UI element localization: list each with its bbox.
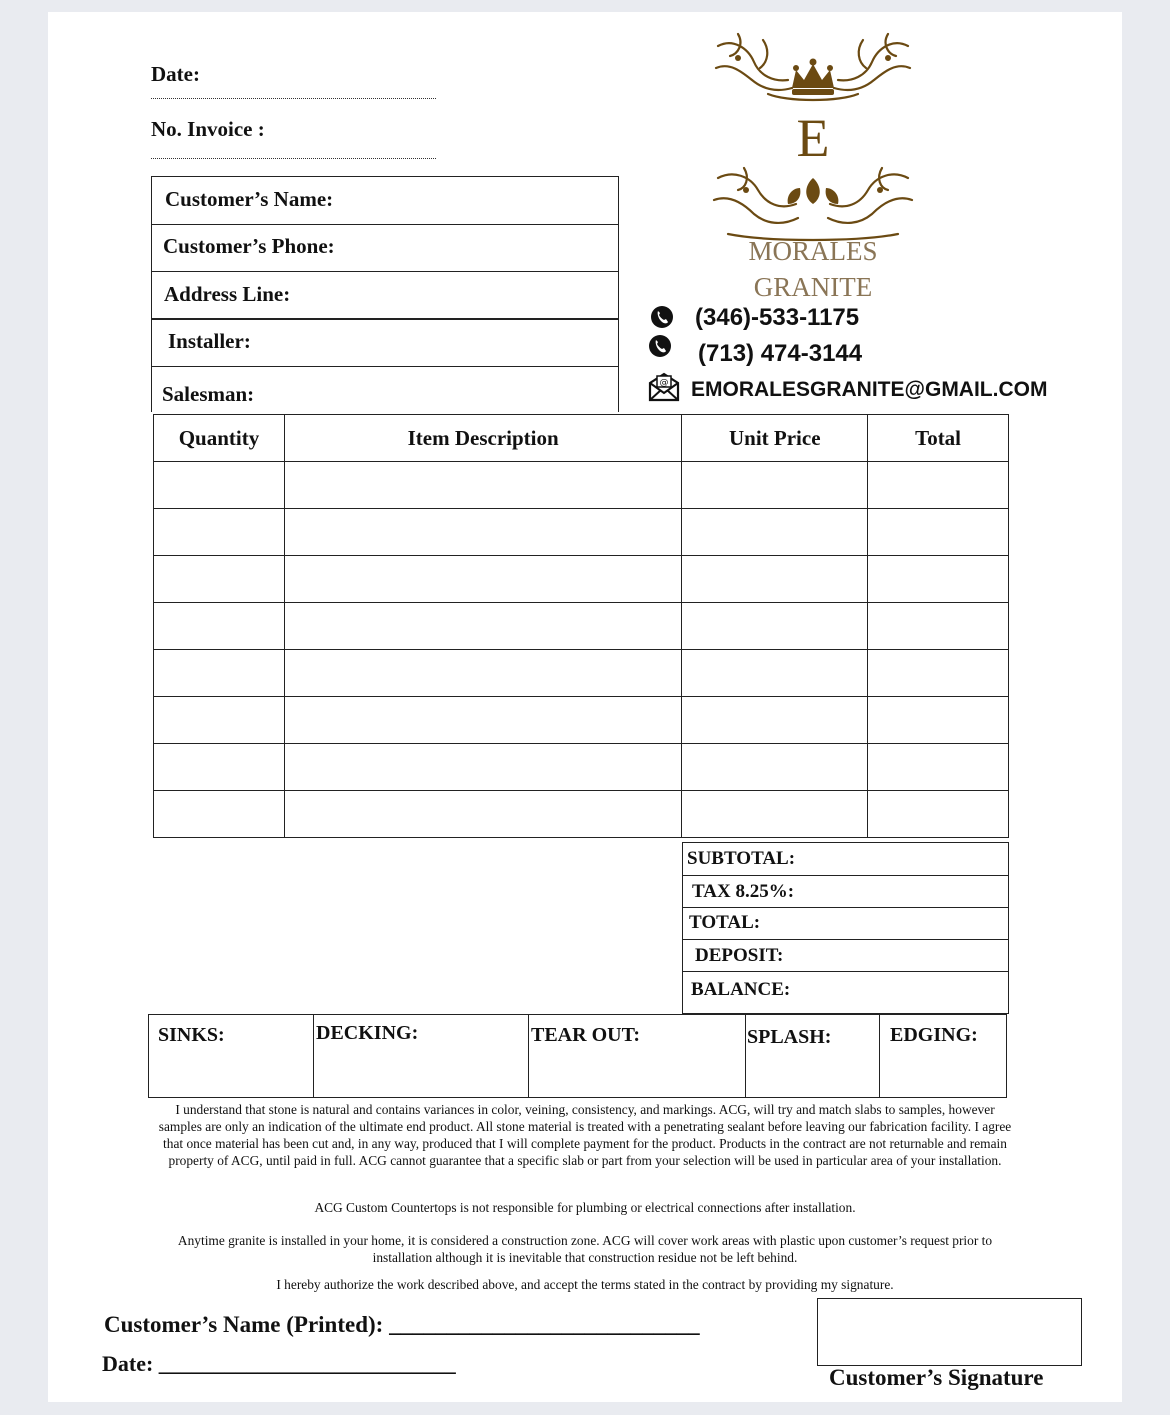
address-field[interactable]: [152, 271, 618, 320]
phone-number-1: (346)-533-1175: [695, 304, 860, 331]
terms-paragraph-1: [48, 1101, 1122, 1169]
svg-text:@: @: [659, 378, 669, 388]
tax-label: TAX 8.25%:: [692, 881, 795, 902]
header-total: Total: [868, 415, 1009, 462]
table-cell[interactable]: [682, 791, 868, 838]
table-cell[interactable]: [868, 791, 1009, 838]
items-header-row: [154, 415, 1009, 462]
installer-field[interactable]: [152, 319, 618, 367]
table-cell[interactable]: [682, 556, 868, 603]
table-cell[interactable]: [284, 603, 681, 650]
header-item-description: Item Description: [284, 415, 681, 462]
tax-row[interactable]: [683, 875, 1008, 908]
table-cell[interactable]: [154, 603, 285, 650]
terms-line: installation although it is inevitable that construction residue not be left behind.: [372, 1250, 798, 1265]
terms-paragraph-3: [48, 1232, 1122, 1266]
totals-box: [682, 842, 1009, 1014]
table-row: [154, 509, 1009, 556]
sinks-label: SINKS:: [158, 1024, 225, 1046]
balance-label: BALANCE:: [691, 979, 791, 1000]
phone-number-2: (713) 474-3144: [698, 340, 863, 367]
total-row[interactable]: [683, 907, 1008, 940]
table-cell[interactable]: [154, 650, 285, 697]
table-cell[interactable]: [682, 603, 868, 650]
table-row: [154, 791, 1009, 838]
logo-monogram: E: [796, 108, 830, 168]
tearout-label: TEAR OUT:: [531, 1024, 641, 1046]
table-cell[interactable]: [682, 697, 868, 744]
table-cell[interactable]: [682, 509, 868, 556]
invoice-page: [48, 12, 1122, 1402]
table-cell[interactable]: [284, 650, 681, 697]
header-quantity: Quantity: [154, 415, 285, 462]
balance-row[interactable]: [683, 971, 1008, 1015]
terms-paragraph-4: I hereby authorize the work described above, and accept the terms stated in the contract by providing my signature.: [276, 1277, 894, 1292]
subtotal-row[interactable]: [683, 843, 1008, 876]
header-unit-price: Unit Price: [682, 415, 868, 462]
table-cell[interactable]: [682, 462, 868, 509]
terms-line: that once material has been cut and, in any way, produced that I will complete payment for the product. Products in the contract are not returnable and remain: [163, 1136, 1007, 1151]
brand-name-line2: GRANITE: [753, 272, 873, 302]
email-address: EMORALESGRANITE@GMAIL.COM: [691, 378, 1048, 401]
table-row: [154, 603, 1009, 650]
terms-line: I understand that stone is natural and contains variances in color, veining, consistency, and markings. ACG, will try and match slabs to samples, however: [175, 1102, 995, 1117]
items-body: [154, 462, 1009, 838]
subtotal-label: SUBTOTAL:: [687, 848, 796, 869]
table-cell[interactable]: [154, 744, 285, 791]
address-label: Address Line:: [164, 282, 291, 306]
tearout-field[interactable]: [529, 1015, 746, 1097]
customer-phone-label: Customer’s Phone:: [163, 234, 335, 258]
table-cell[interactable]: [154, 697, 285, 744]
table-cell[interactable]: [868, 509, 1009, 556]
splash-field[interactable]: [746, 1015, 880, 1097]
deposit-row[interactable]: [683, 939, 1008, 972]
table-row: [154, 556, 1009, 603]
table-row: [154, 462, 1009, 509]
printed-name-line[interactable]: Customer’s Name (Printed): ___________________________: [104, 1312, 700, 1337]
table-cell[interactable]: [868, 603, 1009, 650]
phone-icon: [649, 335, 671, 357]
date-line[interactable]: [151, 98, 436, 99]
customer-info-box: [151, 176, 619, 412]
table-cell[interactable]: [154, 509, 285, 556]
table-cell[interactable]: [284, 556, 681, 603]
extras-box: [148, 1014, 1007, 1098]
signature-date-line[interactable]: Date: ___________________________: [102, 1351, 456, 1376]
customer-name-label: Customer’s Name:: [165, 187, 334, 211]
table-cell[interactable]: [284, 744, 681, 791]
table-cell[interactable]: [284, 791, 681, 838]
table-cell[interactable]: [682, 650, 868, 697]
table-cell[interactable]: [682, 744, 868, 791]
decking-label: DECKING:: [316, 1022, 419, 1044]
table-cell[interactable]: [868, 650, 1009, 697]
table-row: [154, 744, 1009, 791]
invoice-number-label: No. Invoice :: [151, 117, 265, 141]
total-label: TOTAL:: [689, 912, 761, 933]
brand-name-line1: MORALES: [748, 236, 878, 266]
morales-granite-logo: [708, 28, 918, 244]
phone-icon: [651, 306, 673, 328]
table-cell[interactable]: [284, 697, 681, 744]
table-cell[interactable]: [284, 462, 681, 509]
customer-phone-field[interactable]: [152, 224, 618, 272]
sinks-field[interactable]: [149, 1015, 314, 1097]
table-cell[interactable]: [154, 462, 285, 509]
edging-field[interactable]: [880, 1015, 1006, 1097]
signature-box[interactable]: [817, 1298, 1082, 1366]
salesman-field[interactable]: [152, 366, 618, 413]
customer-name-field[interactable]: [152, 177, 618, 225]
table-cell[interactable]: [868, 744, 1009, 791]
terms-line: property of ACG, until paid in full. ACG cannot guarantee that a specific slab or part from your selection will be used in particular area of your installation.: [168, 1153, 1002, 1168]
installer-label: Installer:: [168, 329, 251, 353]
table-row: [154, 697, 1009, 744]
edging-label: EDGING:: [890, 1024, 978, 1046]
terms-line: samples are only an indication of the ultimate end product. All stone material is treated with a penetrating sealant before leaving our fabrication facility. I agree: [158, 1119, 1012, 1134]
deposit-label: DEPOSIT:: [695, 945, 784, 966]
salesman-label: Salesman:: [162, 382, 255, 406]
email-icon: [648, 372, 680, 402]
table-cell[interactable]: [868, 556, 1009, 603]
date-label: Date:: [151, 62, 200, 86]
terms-paragraph-2: ACG Custom Countertops is not responsible for plumbing or electrical connections after installation.: [314, 1200, 856, 1215]
terms-line: Anytime granite is installed in your home, it is considered a construction zone. ACG will cover work areas with plastic upon customer’s request prior to: [177, 1233, 993, 1248]
table-cell[interactable]: [154, 791, 285, 838]
items-table: [153, 414, 1009, 838]
decking-field[interactable]: [314, 1015, 529, 1097]
table-cell[interactable]: [284, 509, 681, 556]
table-cell[interactable]: [868, 462, 1009, 509]
invoice-number-line[interactable]: [151, 158, 436, 159]
table-cell[interactable]: [154, 556, 285, 603]
table-row: [154, 650, 1009, 697]
splash-label: SPLASH:: [747, 1026, 832, 1048]
table-cell[interactable]: [868, 697, 1009, 744]
signature-caption: Customer’s Signature: [829, 1365, 1044, 1390]
